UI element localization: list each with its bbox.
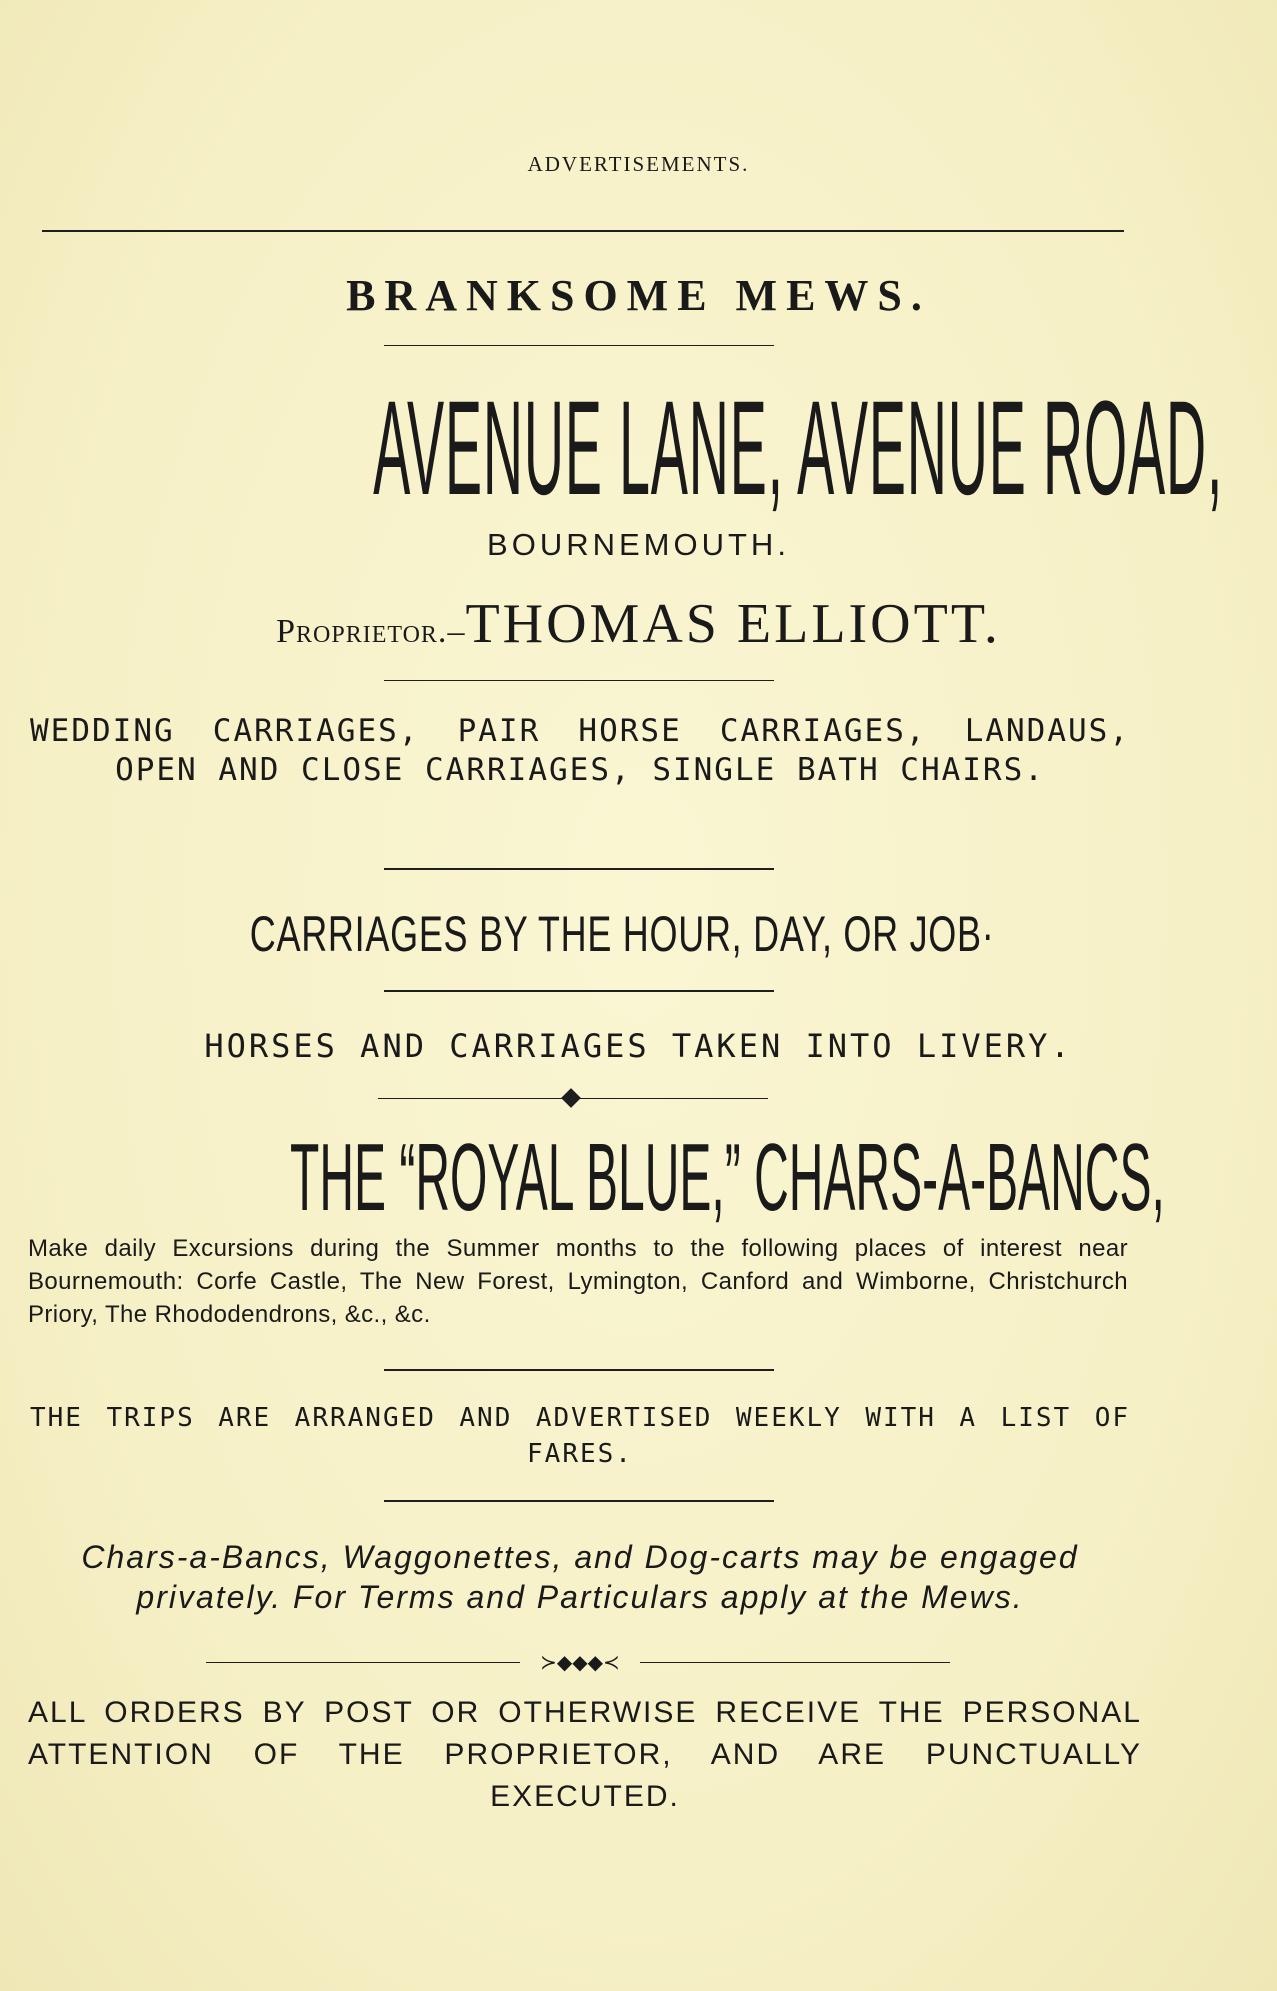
services-text: WEDDING CARRIAGES, PAIR HORSE CARRIAGES, LANDAUS, OPEN AND CLOSE CARRIAGES, SINGLE BATH CHAIRS. [30, 713, 1130, 788]
proprietor-dash: – [447, 613, 466, 650]
proprietor-name: THOMAS ELLIOTT. [465, 593, 1001, 655]
header-rule [42, 230, 1124, 232]
closing-text: ALL ORDERS BY POST OR OTHERWISE RECEIVE THE PERSONAL ATTENTION OF THE PROPRIETOR, AND ARE PUNCTUALLY EXECUTED. [28, 1696, 1142, 1813]
divider-rule [384, 680, 774, 681]
proprietor-label: Proprietor. [276, 613, 448, 650]
private-hire-text: Chars-a-Bancs, Waggonettes, and Dog-carts may be engaged privately. For Terms and Particulars apply at the Mews. [81, 1539, 1079, 1615]
hours-text: CARRIAGES BY THE HOUR, DAY, OR JOB· [249, 906, 995, 962]
diamond-ornament [561, 1088, 581, 1108]
livery-text: HORSES AND CARRIAGES TAKEN INTO LIVERY. [204, 1027, 1073, 1065]
page-header: ADVERTISEMENTS. [527, 152, 750, 176]
divider-rule [384, 1500, 774, 1502]
trips-text: THE TRIPS ARE ARRANGED AND ADVERTISED WEEKLY WITH A LIST OF FARES. [30, 1403, 1130, 1469]
royal-blue-title: THE “ROYAL BLUE,” CHARS-A-BANCS, [290, 1124, 1165, 1231]
city-line: BOURNEMOUTH. [487, 527, 790, 562]
ornament: ≻◆◆◆≺ [540, 1652, 620, 1674]
address-line: AVENUE LANE, AVENUE ROAD, [373, 374, 1224, 523]
business-name: BRANKSOME MEWS. [346, 271, 931, 320]
divider-rule [384, 990, 774, 992]
proprietor-line [0, 592, 1277, 656]
divider-rule [384, 868, 774, 870]
divider-rule [384, 1369, 774, 1371]
ornament-rule-left [206, 1662, 520, 1663]
excursions-text: Make daily Excursions during the Summer months to the following places of interest near Bournemouth: Corfe Castle, The New Forest, Lymington, Canford and Wimborne, Christchurch Priory, The Rhododendrons, &c., &c. [28, 1235, 1128, 1328]
ornament-rule-right [640, 1662, 950, 1663]
divider-rule [384, 345, 774, 346]
